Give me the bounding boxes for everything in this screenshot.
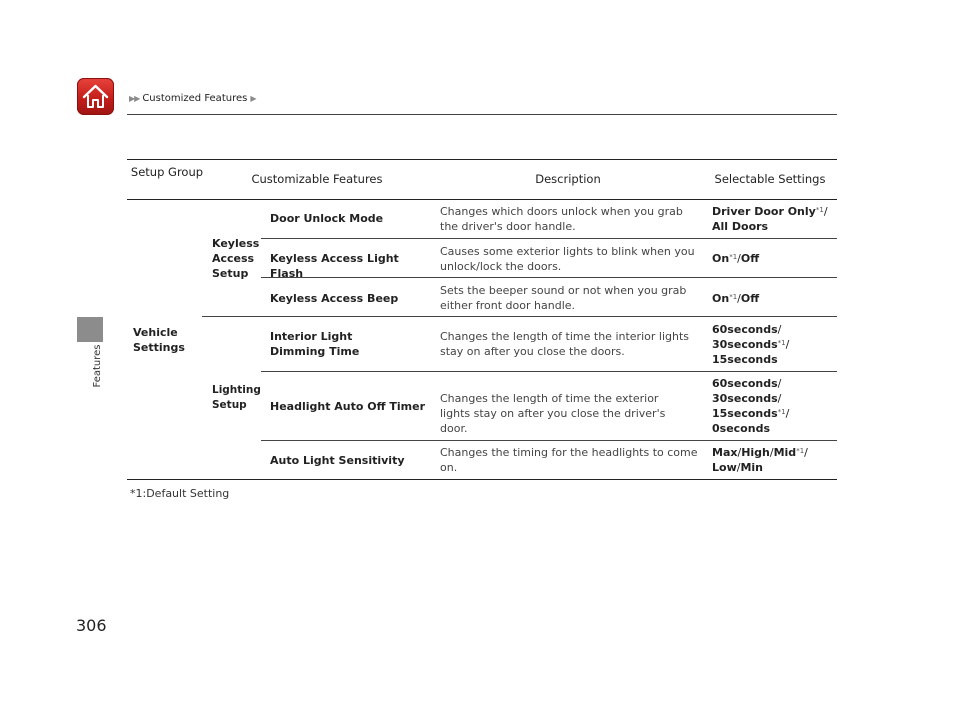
feature-description: Changes which doors unlock when you grab the driver's door handle. <box>440 205 683 233</box>
row-divider <box>202 316 837 317</box>
feature-description: Changes the length of time the interior lights stay on after you close the doors. <box>440 330 689 358</box>
row-divider <box>261 440 837 441</box>
row-divider <box>261 371 837 372</box>
setting-option: 60seconds <box>712 323 778 336</box>
default-marker: *1 <box>777 339 786 347</box>
selectable-settings <box>712 376 837 436</box>
separator: / <box>736 461 741 474</box>
row-divider <box>261 238 837 239</box>
page-number: 306 <box>76 616 107 635</box>
separator: / <box>785 338 790 351</box>
table-bottom-rule <box>127 479 837 480</box>
setting-option: 60seconds <box>712 377 778 390</box>
feature-name: Keyless Access Light Flash <box>270 252 399 280</box>
selectable-settings <box>712 322 837 367</box>
setting-option: 30seconds <box>712 338 778 351</box>
separator: / <box>777 323 782 336</box>
subgroup-keyless: Keyless Access Setup <box>212 237 260 280</box>
separator: / <box>737 252 741 265</box>
section-label: Features <box>92 344 103 388</box>
breadcrumb-arrow-icon: ▶▶ <box>129 94 140 103</box>
setting-option: Driver Door Only <box>712 205 816 218</box>
setting-option: Low <box>712 461 737 474</box>
separator: / <box>737 446 742 459</box>
setting-option: 0seconds <box>712 422 770 435</box>
header-rule <box>127 114 837 115</box>
setting-option: On <box>712 252 730 265</box>
separator: / <box>823 205 828 218</box>
separator: / <box>804 446 808 459</box>
section-tab[interactable] <box>77 317 103 342</box>
separator: / <box>785 407 790 420</box>
setting-option: High <box>741 446 770 459</box>
settings-table <box>127 159 837 481</box>
feature-name: Keyless Access Beep <box>270 292 399 305</box>
setting-option: 30seconds <box>712 392 778 405</box>
selectable-settings <box>712 251 837 266</box>
default-marker: *1 <box>729 293 738 301</box>
selectable-settings <box>712 291 837 306</box>
separator: / <box>777 377 782 390</box>
breadcrumb <box>129 93 255 104</box>
setting-option: Off <box>740 292 760 305</box>
default-marker: *1 <box>777 408 786 416</box>
column-header-feature: Customizable Features <box>251 172 383 186</box>
subgroup-lighting: Lighting Setup <box>212 384 261 411</box>
selectable-settings <box>712 445 837 475</box>
feature-name: Door Unlock Mode <box>270 212 384 225</box>
footnote: *1:Default Setting <box>130 487 230 500</box>
setting-option: Max <box>712 446 738 459</box>
home-button[interactable] <box>77 78 114 115</box>
setting-option: 15seconds <box>712 353 778 366</box>
setting-option: All Doors <box>712 220 769 233</box>
setting-option: Off <box>740 252 760 265</box>
default-marker: *1 <box>796 447 805 455</box>
setting-option: On <box>712 292 730 305</box>
breadcrumb-link[interactable]: Customized Features <box>142 93 248 104</box>
table-header-rule <box>127 199 837 200</box>
setting-option: 15seconds <box>712 407 778 420</box>
feature-name: Interior Light Dimming Time <box>270 330 360 358</box>
column-header-description: Description <box>535 172 601 186</box>
selectable-settings <box>712 204 837 234</box>
default-marker: *1 <box>815 206 824 214</box>
feature-description: Changes the timing for the headlights to come on. <box>440 446 698 474</box>
table-top-rule <box>127 159 837 160</box>
separator: / <box>777 392 782 405</box>
group-vehicle-settings: Vehicle Settings <box>133 326 185 354</box>
setting-option: Min <box>740 461 764 474</box>
feature-name: Auto Light Sensitivity <box>270 454 405 467</box>
breadcrumb-arrow-icon: ▶ <box>250 94 256 103</box>
separator: / <box>737 292 741 305</box>
home-icon <box>81 82 110 111</box>
feature-description: Changes the length of time the exterior lights stay on after you close the driver's door. <box>440 392 666 435</box>
feature-name: Headlight Auto Off Timer <box>270 400 425 413</box>
column-header-setup-group: Setup Group <box>130 165 204 179</box>
feature-description: Causes some exterior lights to blink when you unlock/lock the doors. <box>440 245 695 273</box>
separator: / <box>769 446 774 459</box>
column-header-settings: Selectable Settings <box>714 172 826 186</box>
feature-description: Sets the beeper sound or not when you grab either front door handle. <box>440 284 687 312</box>
setting-option: Mid <box>773 446 797 459</box>
default-marker: *1 <box>729 253 738 261</box>
